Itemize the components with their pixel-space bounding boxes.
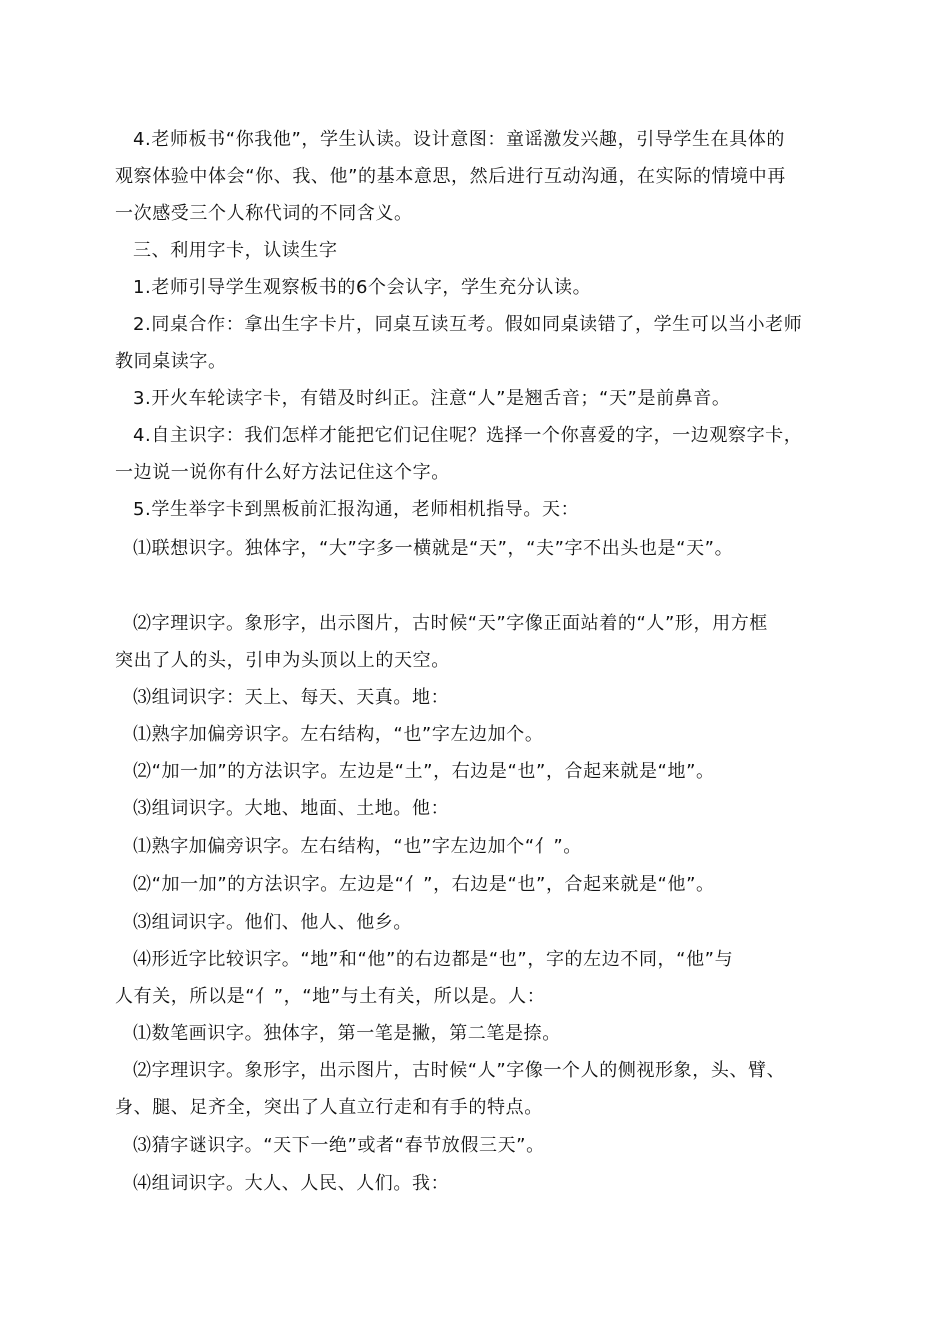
paragraph-line: 一边说一说你有什么好方法记住这个字。 <box>115 462 450 483</box>
paragraph-line: 1.老师引导学生观察板书的6个会认字，学生充分认读。 <box>133 277 592 298</box>
paragraph-line: ⑴熟字加偏旁识字。左右结构，“也”字左边加个。 <box>133 724 544 745</box>
paragraph-line: ⑴数笔画识字。独体字，第一笔是撇，第二笔是捺。 <box>133 1023 561 1044</box>
paragraph-line: ⑷组词识字。大人、人民、人们。我： <box>133 1173 450 1194</box>
paragraph-line: 3.开火车轮读字卡，有错及时纠正。注意“人”是翘舌音；“天”是前鼻音。 <box>133 388 731 409</box>
section-heading: 三、利用字卡，认读生字 <box>133 240 338 261</box>
paragraph-line: 观察体验中体会“你、我、他”的基本意思，然后进行互动沟通，在实际的情境中再 <box>115 166 786 187</box>
paragraph-line: 5.学生举字卡到黑板前汇报沟通，老师相机指导。天： <box>133 499 580 520</box>
paragraph-line: 一次感受三个人称代词的不同含义。 <box>115 203 413 224</box>
paragraph-line: 突出了人的头，引申为头顶以上的天空。 <box>115 650 450 671</box>
paragraph-line: ⑵字理识字。象形字，出示图片，古时候“天”字像正面站着的“人”形，用方框 <box>133 613 768 634</box>
paragraph-line: ⑵“加一加”的方法识字。左边是“土”，右边是“也”，合起来就是“地”。 <box>133 761 715 782</box>
paragraph-line: ⑴联想识字。独体字，“大”字多一横就是“天”，“夫”字不出头也是“天”。 <box>133 538 734 559</box>
paragraph-line: ⑶组词识字。大地、地面、土地。他： <box>133 798 450 819</box>
paragraph-line: ⑶组词识字。他们、他人、他乡。 <box>133 912 412 933</box>
paragraph-line: ⑶猜字谜识字。“天下一绝”或者“春节放假三天”。 <box>133 1135 545 1156</box>
paragraph-line: ⑵字理识字。象形字，出示图片，古时候“人”字像一个人的侧视形象，头、臂、 <box>133 1060 786 1081</box>
paragraph-line: 身、腿、足齐全，突出了人直立行走和有手的特点。 <box>115 1097 543 1118</box>
paragraph-line: ⑵“加一加”的方法识字。左边是“亻”，右边是“也”，合起来就是“他”。 <box>133 874 715 895</box>
paragraph-line: 4.老师板书“你我他”，学生认读。设计意图：童谣激发兴趣，引导学生在具体的 <box>133 129 786 150</box>
paragraph-line: 4.自主识字：我们怎样才能把它们记住呢？选择一个你喜爱的字，一边观察字卡， <box>133 425 803 446</box>
paragraph-line: ⑶组词识字：天上、每天、天真。地： <box>133 687 450 708</box>
paragraph-line: 教同桌读字。 <box>115 351 227 372</box>
paragraph-line: ⑴熟字加偏旁识字。左右结构，“也”字左边加个“亻”。 <box>133 836 582 857</box>
paragraph-line: ⑷形近字比较识字。“地”和“他”的右边都是“也”，字的左边不同，“他”与 <box>133 949 734 970</box>
paragraph-line: 人有关，所以是“亻”，“地”与土有关，所以是。人： <box>115 986 546 1007</box>
paragraph-line: 2.同桌合作：拿出生字卡片，同桌互读互考。假如同桌读错了，学生可以当小老师 <box>133 314 803 335</box>
